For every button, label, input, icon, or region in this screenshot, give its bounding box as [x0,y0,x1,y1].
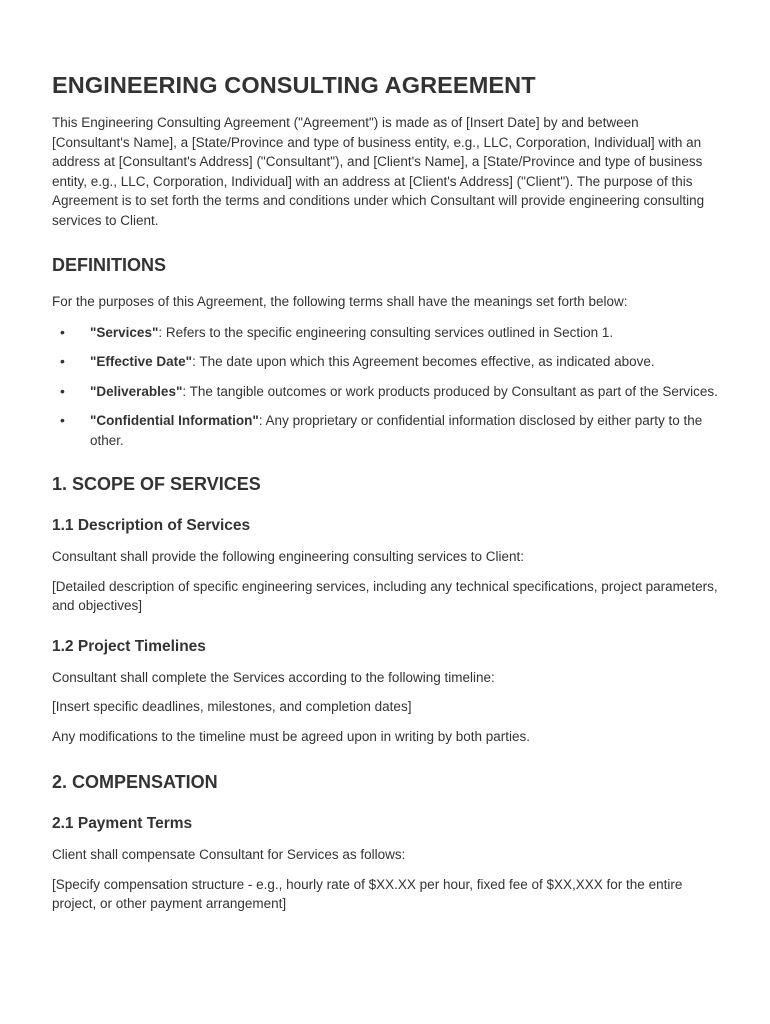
bullet-icon: • [60,323,65,340]
definition-term: "Services" [90,324,159,340]
definition-term: "Deliverables" [90,383,183,399]
compensation-section [52,772,718,914]
section-1-heading: 1. SCOPE OF SERVICES [52,474,261,494]
bullet-icon: • [60,382,65,399]
definitions-list [52,323,718,451]
definitions-section [52,255,718,450]
definitions-lead: For the purposes of this Agreement, the following terms shall have the meanings set forth below: [52,294,628,309]
definition-text: : Refers to the specific engineering consulting services outlined in Section 1. [158,324,614,340]
subsection-1-2-heading: 1.2 Project Timelines [52,637,206,655]
subsection-2-1-heading: 2.1 Payment Terms [52,815,193,832]
definition-item-services [52,323,718,343]
definition-text: : Any proprietary or confidential information disclosed by either party to the other. [90,413,703,448]
definition-item-confidential-information [52,411,718,450]
definition-text: : The tangible outcomes or work products produced by Consultant as part of the Services. [182,383,718,399]
intro-paragraph: This Engineering Consulting Agreement ("Agreement") is made as of [Insert Date] by and between [Consultant's Name], a [State/Province and type of business entity, e.g., LLC, Corporation, Individual] with an address at [Consultant's Address] ("Consultant"), and [Client's Name], a [State/Province and type of business entity, e.g., LLC, Corporation, Individual] with an address at [Client's Address] ("Client"). The purpose of this Agreement is to set forth the terms and conditions under which Consultant will provide engineering consulting services to Client. [52,115,705,228]
spacer [52,626,718,638]
definition-item-effective-date [52,352,718,372]
subsection-1-2-paragraph-2: [Insert specific deadlines, milestones, and completion dates] [52,699,412,714]
definition-text: : The date upon which this Agreement becomes effective, as indicated above. [192,354,655,369]
definition-term: "Confidential Information" [90,413,259,428]
definition-term: "Effective Date" [90,354,193,369]
subsection-1-1-paragraph-1: Consultant shall provide the following engineering consulting services to Client: [52,549,525,564]
bullet-icon: • [60,412,65,428]
document-title: ENGINEERING CONSULTING AGREEMENT [52,72,536,98]
section-2-heading: 2. COMPENSATION [52,772,218,792]
bullet-icon: • [60,353,65,369]
subsection-1-2-paragraph-3: Any modifications to the timeline must be agreed upon in writing by both parties. [52,728,531,744]
subsection-1-2-paragraph-1: Consultant shall complete the Services according to the following timeline: [52,669,495,685]
subsection-2-1-paragraph-1: Client shall compensate Consultant for Services as follows: [52,847,406,862]
subsection-2-1-paragraph-2: [Specify compensation structure - e.g., hourly rate of $XX.XX per hour, fixed fee of $XX,XXX for the entire project, or other payment arrangement] [52,876,683,911]
scope-of-services-section [52,474,718,746]
definitions-heading: DEFINITIONS [52,255,167,275]
subsection-1-1-heading: 1.1 Description of Services [52,517,251,534]
definition-item-deliverables [52,382,718,402]
spacer [52,756,718,772]
subsection-1-1-paragraph-2: [Detailed description of specific engineering services, including any technical specifications, project parameters, and objectives] [52,578,718,613]
